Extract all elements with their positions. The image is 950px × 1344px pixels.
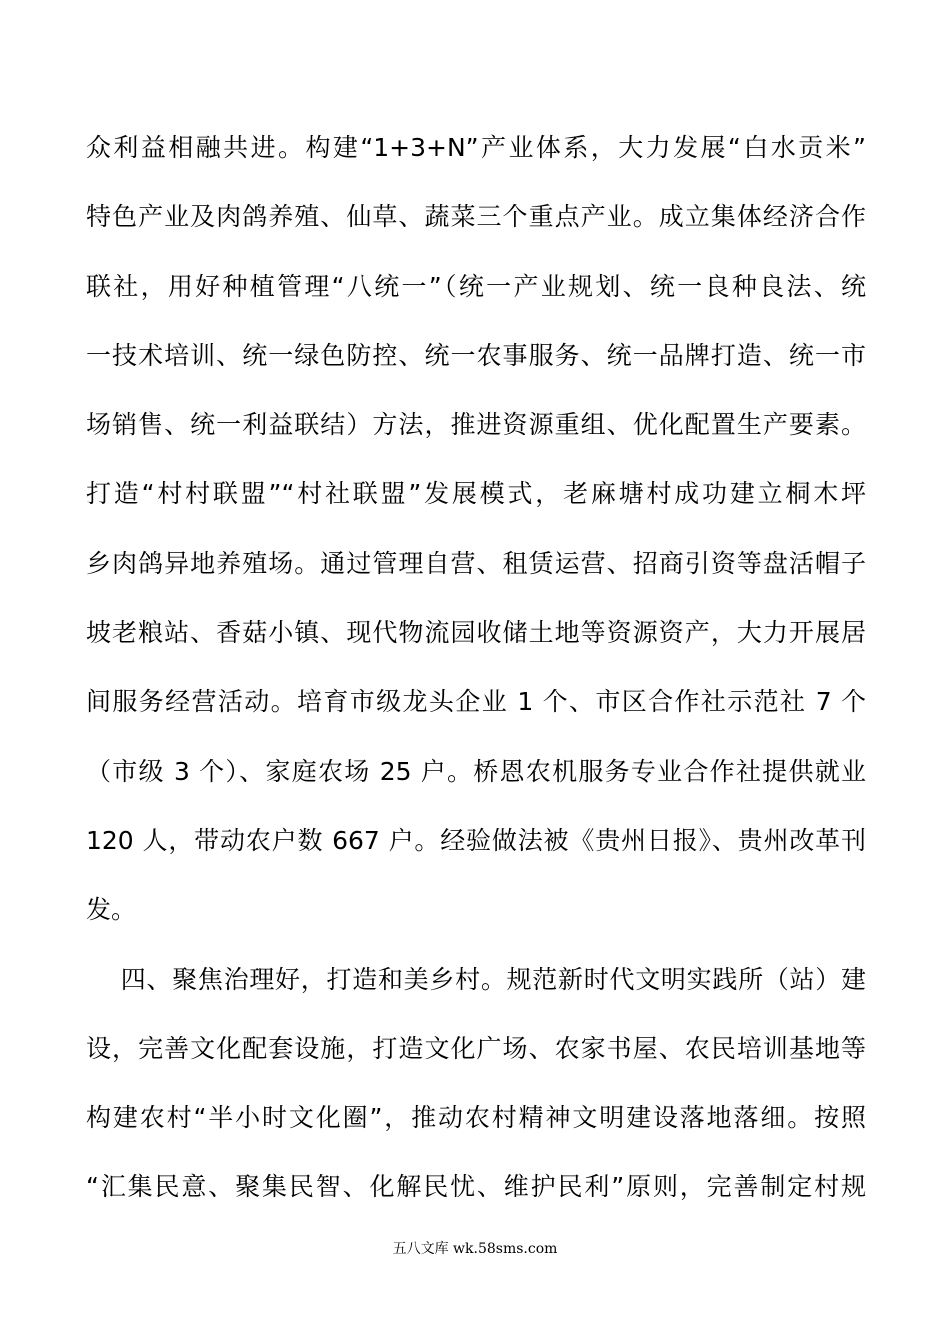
text-line-6: 打造“村村联盟”“村社联盟”发展模式，老麻塘村成功建立桐木坪: [86, 479, 866, 509]
text-line-5: 场销售、统一利益联结）方法，推进资源重组、优化配置生产要素。: [86, 410, 866, 440]
text-line-15: 构建农村“半小时文化圈”，推动农村精神文明建设落地落细。按照: [86, 1103, 866, 1133]
text-line-16: “汇集民意、聚集民智、化解民忧、维护民利”原则，完善制定村规: [86, 1172, 866, 1202]
text-line-10: （市级 3 个）、家庭农场 25 户。桥恩农机服务专业合作社提供就业: [86, 756, 866, 786]
text-line-2: 特色产业及肉鸽养殖、仙草、蔬菜三个重点产业。成立集体经济合作: [86, 202, 866, 232]
text-line-13: 四、聚焦治理好，打造和美乡村。规范新时代文明实践所（站）建: [86, 964, 866, 994]
text-line-1: 众利益相融共进。构建“1+3+N”产业体系，大力发展“白水贡米”: [86, 133, 866, 162]
text-line-14: 设，完善文化配套设施，打造文化广场、农家书屋、农民培训基地等: [86, 1033, 866, 1063]
text-line-9: 间服务经营活动。培育市级龙头企业 1 个、市区合作社示范社 7 个: [86, 687, 866, 717]
text-line-3: 联社，用好种植管理“八统一”（统一产业规划、统一良种良法、统: [86, 271, 866, 301]
footer-watermark: 五八文库 wk.58sms.com: [392, 1241, 558, 1257]
text-line-12: 发。: [86, 895, 137, 925]
text-line-7: 乡肉鸽异地养殖场。通过管理自营、租赁运营、招商引资等盘活帽子: [86, 548, 866, 578]
text-line-4: 一技术培训、统一绿色防控、统一农事服务、统一品牌打造、统一市: [86, 340, 866, 370]
text-line-11: 120 人，带动农户数 667 户。经验做法被《贵州日报》、贵州改革刊: [86, 825, 866, 855]
document-body: [86, 120, 866, 1229]
text-line-8: 坡老粮站、香菇小镇、现代物流园收储土地等资源资产，大力开展居: [86, 618, 866, 648]
